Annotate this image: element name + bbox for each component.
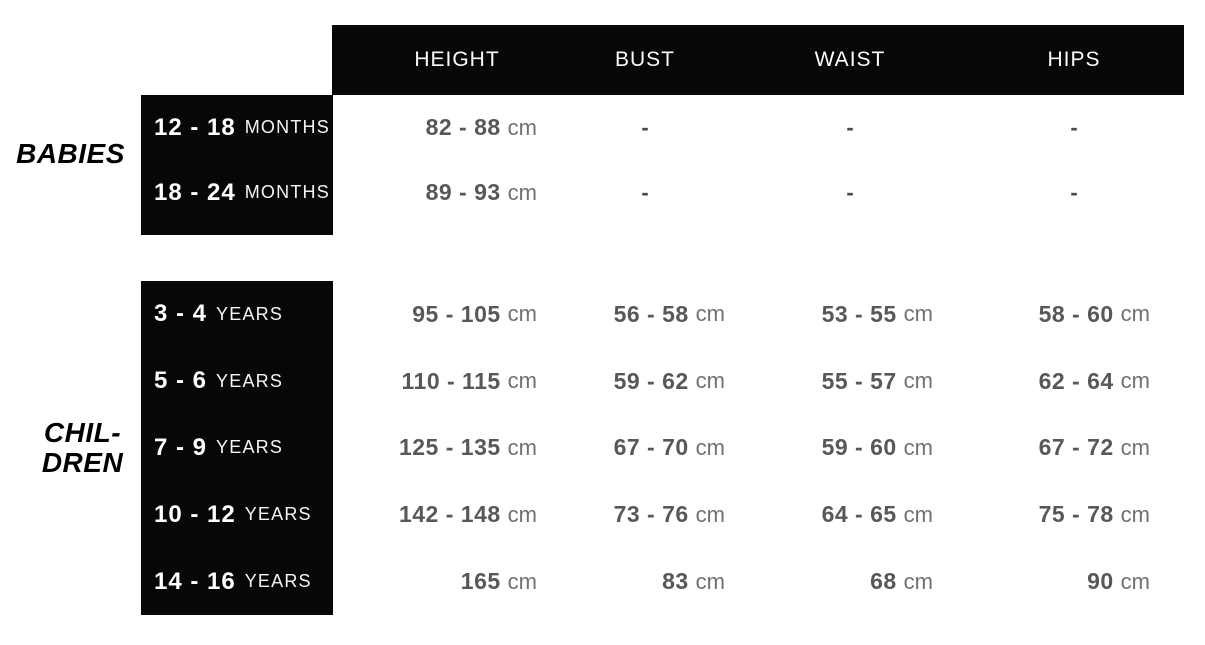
bust-value-empty: - — [641, 179, 649, 205]
measurement-unit: cm — [695, 434, 725, 460]
group-label-text: CHIL- — [43, 417, 122, 448]
measurement-unit: cm — [507, 434, 537, 460]
height-value — [332, 281, 560, 348]
age-range-row — [141, 348, 333, 415]
measurement-unit: cm — [695, 501, 725, 527]
measurement-unit: cm — [695, 568, 725, 594]
bust-value-empty: - — [641, 114, 649, 140]
measurement-range: 59 - 62 — [613, 367, 689, 394]
age-unit: YEARS — [216, 437, 284, 458]
measurement-range: 142 - 148 — [398, 501, 501, 528]
bust-value — [560, 481, 748, 548]
measurement-unit: cm — [695, 301, 725, 327]
hips-value — [956, 481, 1184, 548]
measurement-header-bar — [332, 25, 1184, 95]
bust-value — [560, 548, 748, 615]
measurement-range: 53 - 55 — [821, 300, 897, 327]
group-label-babies — [0, 95, 141, 235]
column-header-waist: WAIST — [814, 48, 886, 71]
hips-value-empty: - — [1070, 179, 1078, 205]
measurement-range: 67 - 70 — [613, 434, 689, 461]
age-range-row — [141, 281, 333, 348]
measurement-range: 89 - 93 — [425, 179, 501, 205]
column-header-bust: BUST — [614, 48, 675, 71]
measurement-range: 58 - 60 — [1038, 300, 1114, 327]
bust-value — [560, 415, 748, 482]
hips-value — [956, 348, 1184, 415]
measurement-range: 68 — [870, 568, 897, 595]
age-range: 7 - 9 — [154, 433, 208, 461]
waist-value-empty: - — [846, 114, 854, 140]
measurement-unit: cm — [903, 434, 933, 460]
measurement-unit: cm — [507, 368, 537, 394]
measurement-range: 55 - 57 — [821, 367, 897, 394]
measurement-range: 82 - 88 — [425, 114, 501, 140]
height-value — [332, 348, 560, 415]
bust-value — [560, 281, 748, 348]
age-range-row — [141, 95, 333, 160]
age-range: 5 - 6 — [154, 367, 208, 395]
measurement-unit: cm — [507, 301, 537, 327]
measurement-unit: cm — [695, 368, 725, 394]
measurement-range: 75 - 78 — [1038, 501, 1114, 528]
measurement-unit: cm — [1120, 501, 1150, 527]
table-row — [332, 281, 1184, 348]
measurement-range: 110 - 115 — [401, 367, 501, 394]
measurement-range: 95 - 105 — [412, 300, 501, 327]
height-value — [332, 160, 560, 225]
bust-value — [560, 348, 748, 415]
hips-value — [956, 415, 1184, 482]
age-unit: MONTHS — [244, 117, 330, 137]
measurement-unit: cm — [1120, 368, 1150, 394]
table-row — [332, 160, 1184, 225]
waist-value — [748, 548, 956, 615]
measurement-unit: cm — [1120, 568, 1150, 594]
table-row — [332, 348, 1184, 415]
age-range: 18 - 24 — [154, 178, 236, 206]
age-range: 14 - 16 — [154, 567, 236, 595]
group-label-children — [0, 281, 141, 615]
measurement-range: 90 — [1087, 568, 1114, 595]
age-unit: YEARS — [216, 370, 284, 391]
age-unit: MONTHS — [244, 182, 330, 202]
children-measurements — [332, 281, 1184, 615]
measurement-range: 62 - 64 — [1038, 367, 1114, 394]
age-unit: YEARS — [244, 571, 312, 592]
waist-value — [748, 415, 956, 482]
height-value — [332, 95, 560, 160]
measurement-range: 83 — [662, 568, 689, 595]
hips-value-empty: - — [1070, 114, 1078, 140]
age-unit: YEARS — [244, 504, 312, 525]
age-unit: YEARS — [216, 303, 284, 324]
measurement-range: 67 - 72 — [1038, 434, 1114, 461]
measurement-range: 64 - 65 — [821, 501, 897, 528]
age-range-row — [141, 481, 333, 548]
age-range-row — [141, 548, 333, 615]
age-range: 10 - 12 — [154, 500, 236, 528]
hips-value — [956, 281, 1184, 348]
column-header-hips: HIPS — [1047, 48, 1101, 71]
age-range-row — [141, 415, 333, 482]
measurement-unit: cm — [507, 179, 537, 205]
measurement-unit: cm — [903, 501, 933, 527]
age-range: 12 - 18 — [154, 113, 236, 141]
table-row — [332, 415, 1184, 482]
measurement-range: 59 - 60 — [821, 434, 897, 461]
age-range-row — [141, 160, 333, 225]
waist-value — [748, 281, 956, 348]
height-value — [332, 548, 560, 615]
height-value — [332, 481, 560, 548]
height-value — [332, 415, 560, 482]
measurement-unit: cm — [903, 301, 933, 327]
measurement-unit: cm — [507, 568, 537, 594]
waist-value-empty: - — [846, 179, 854, 205]
column-header-height: HEIGHT — [414, 48, 500, 71]
babies-measurements — [332, 95, 1184, 235]
measurement-unit: cm — [507, 501, 537, 527]
table-row — [332, 95, 1184, 160]
group-label-text: BABIES — [16, 138, 125, 169]
hips-value — [956, 548, 1184, 615]
waist-value — [748, 348, 956, 415]
waist-value — [748, 481, 956, 548]
measurement-range: 73 - 76 — [613, 501, 689, 528]
measurement-unit: cm — [507, 114, 537, 140]
measurement-range: 125 - 135 — [398, 434, 501, 461]
measurement-unit: cm — [1120, 301, 1150, 327]
measurement-unit: cm — [1120, 434, 1150, 460]
group-label-text: DREN — [41, 447, 124, 478]
age-range: 3 - 4 — [154, 300, 208, 328]
measurement-unit: cm — [903, 368, 933, 394]
measurement-range: 56 - 58 — [613, 300, 689, 327]
measurement-unit: cm — [903, 568, 933, 594]
measurement-range: 165 — [460, 568, 501, 595]
children-age-panel — [141, 281, 333, 615]
table-row — [332, 481, 1184, 548]
babies-age-panel — [141, 95, 333, 235]
table-row — [332, 548, 1184, 615]
